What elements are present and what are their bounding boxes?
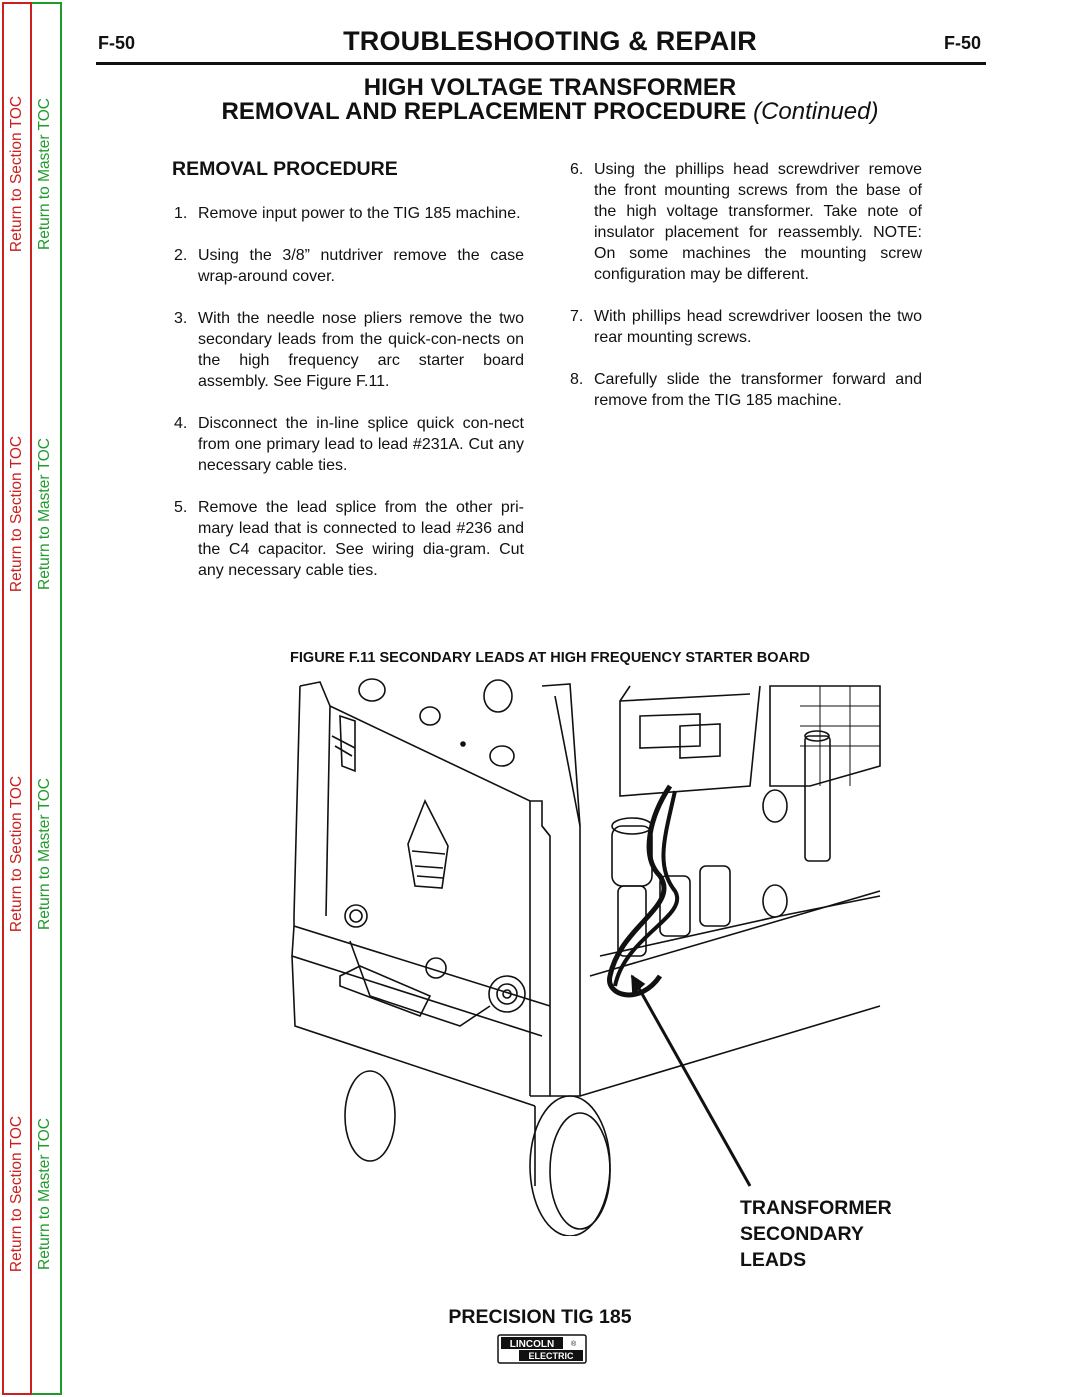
step-number: 1.	[174, 205, 188, 222]
subtitle-continued: (Continued)	[753, 98, 879, 125]
step-number: 6.	[570, 161, 584, 178]
model-name: PRECISION TIG 185	[448, 1306, 632, 1328]
chapter-title: TROUBLESHOOTING & REPAIR	[343, 26, 757, 56]
page-subtitle	[150, 98, 950, 126]
step-text: Remove input power to the TIG 185 machine.	[198, 205, 521, 222]
page-number-right: F-50	[944, 33, 982, 53]
callout-line: SECONDARY	[740, 1223, 864, 1245]
master-toc-link[interactable]: Return to Master TOC	[36, 438, 53, 590]
callout-line: LEADS	[740, 1249, 807, 1271]
section-toc-link[interactable]: Return to Section TOC	[8, 775, 26, 933]
figure-callout	[740, 1195, 892, 1273]
lincoln-electric-logo	[497, 1334, 587, 1364]
step-item	[570, 306, 922, 348]
step-text: Disconnect the in-line splice quick con-nect from one primary lead to lead #231A. Cut any necessary cable ties.	[198, 415, 524, 474]
step-item	[174, 245, 524, 287]
step-item	[174, 203, 524, 224]
step-number: 5.	[174, 499, 188, 516]
step-item	[174, 497, 524, 581]
callout-line: TRANSFORMER	[740, 1197, 892, 1219]
master-toc-bar	[32, 2, 62, 1395]
logo-registered-mark: ®	[571, 1341, 577, 1348]
step-number: 7.	[570, 308, 584, 325]
step-text: With the needle nose pliers remove the two secondary leads from the quick-con-nects on the high frequency arc starter board assembly. See Figure F.11.	[198, 310, 524, 390]
step-number: 2.	[174, 247, 188, 264]
step-text: Using the 3/8” nutdriver remove the case wrap-around cover.	[198, 247, 524, 285]
step-text: With phillips head screwdriver loosen the two rear mounting screws.	[594, 308, 922, 346]
step-item	[570, 369, 922, 411]
logo-top-text: LINCOLN	[509, 1339, 555, 1350]
section-toc-link[interactable]: Return to Section TOC	[8, 435, 26, 593]
master-toc-link[interactable]: Return to Master TOC	[36, 778, 53, 930]
machine-illustration	[280, 676, 890, 1236]
step-text: Remove the lead splice from the other pri-mary lead that is connected to lead #236 and the C4 capacitor. See wiring dia-gram. Cut any necessary cable ties.	[198, 499, 524, 579]
section-toc-link[interactable]: Return to Section TOC	[8, 1115, 26, 1273]
section-toc-link[interactable]: Return to Section TOC	[8, 95, 26, 253]
step-item	[570, 159, 922, 285]
step-text: Using the phillips head screwdriver remove the front mounting screws from the base of the high voltage transformer. Take note of insulator placement for reassembly. NOTE: On some machines the mounting screw configuration may be different.	[594, 161, 922, 283]
steps-right-column	[570, 159, 922, 432]
subtitle-main: REMOVAL AND REPLACEMENT PROCEDURE	[221, 98, 747, 125]
header-rule	[96, 62, 986, 65]
step-number: 3.	[174, 310, 188, 327]
step-number: 8.	[570, 371, 584, 388]
figure-caption: FIGURE F.11 SECONDARY LEADS AT HIGH FREQUENCY STARTER BOARD	[290, 650, 810, 666]
section-toc-bar	[2, 2, 32, 1395]
master-toc-link[interactable]: Return to Master TOC	[36, 98, 53, 250]
section-heading: REMOVAL PROCEDURE	[172, 158, 398, 180]
step-item	[174, 308, 524, 392]
page-title: HIGH VOLTAGE TRANSFORMER	[363, 74, 737, 101]
step-text: Carefully slide the transformer forward and remove from the TIG 185 machine.	[594, 371, 922, 409]
page-number-left: F-50	[98, 33, 136, 53]
step-number: 4.	[174, 415, 188, 432]
step-item	[174, 413, 524, 476]
master-toc-link[interactable]: Return to Master TOC	[36, 1118, 53, 1270]
steps-left-column	[174, 203, 524, 602]
logo-bottom-text: ELECTRIC	[528, 1351, 574, 1361]
